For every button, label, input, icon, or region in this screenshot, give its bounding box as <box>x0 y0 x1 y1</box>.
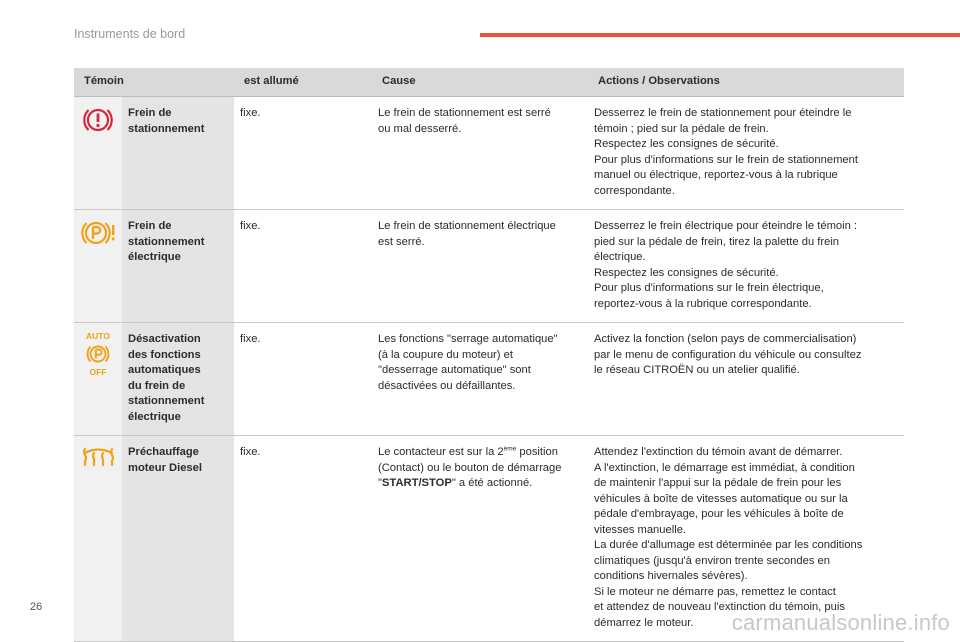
row-name: Frein de stationnement <box>122 97 234 210</box>
row-cause: Le frein de stationnement est serré ou mal desserré. <box>372 97 588 210</box>
row-state: fixe. <box>234 97 372 210</box>
auto-parking-brake-off-icon <box>81 331 115 377</box>
brake-warning-icon <box>81 105 115 135</box>
col-header-temoin: Témoin <box>74 68 234 97</box>
watermark: carmanualsonline.info <box>731 610 950 635</box>
row-actions: Desserrez le frein de stationnement pour éteindre le témoin ; pied sur la pédale de frein. Respectez les consignes de sécurité. Pour plus d'informations sur le frein de stationnement manuel ou électrique, reportez-vous à la rubrique correspondante. <box>588 97 904 210</box>
col-header-actions: Actions / Observations <box>588 68 904 97</box>
row-cause <box>372 436 588 642</box>
row-actions: Attendez l'extinction du témoin avant de démarrer. A l'extinction, le démarrage est immédiat, à condition de maintenir l'appui sur la pédale de frein pour les véhicules à boîte de vitesses automatique ou sur la pédale d'embrayage, pour les véhicules à boîte de vitesses manuelle. La durée d'allumage est déterminée par les conditions climatiques (jusqu'à environ trente secondes en conditions hivernales sévères). Si le moteur ne démarre pas, remettez le contact et attendez de nouveau l'extinction du témoin, puis démarrez le moteur. <box>588 436 904 642</box>
table-header-row <box>74 68 904 97</box>
row-name: Frein de stationnement électrique <box>122 210 234 323</box>
row-state: fixe. <box>234 436 372 642</box>
table-row <box>74 323 904 436</box>
table-row <box>74 97 904 210</box>
icon-label-off: OFF <box>89 367 107 377</box>
row-name: Désactivation des fonctions automatiques du frein de stationnement électrique <box>122 323 234 436</box>
icon-label-auto: AUTO <box>86 331 110 341</box>
row-state: fixe. <box>234 323 372 436</box>
electric-parking-brake-icon <box>78 218 118 248</box>
row-name: Préchauffage moteur Diesel <box>122 436 234 642</box>
col-header-cause: Cause <box>372 68 588 97</box>
cause-text-1: Le contacteur est sur la 2 <box>378 446 504 458</box>
row-state: fixe. <box>234 210 372 323</box>
row-actions: Activez la fonction (selon pays de commercialisation) par le menu de configuration du véhicule ou consultez le réseau CITROËN ou un atelier qualifié. <box>588 323 904 436</box>
warning-lights-table <box>74 68 904 642</box>
start-stop-label: START/STOP <box>381 477 452 489</box>
col-header-state: est allumé <box>234 68 372 97</box>
diesel-preheating-icon <box>81 444 115 470</box>
row-cause: Le frein de stationnement électrique est serré. <box>372 210 588 323</box>
table-row <box>74 210 904 323</box>
section-title: Instruments de bord <box>74 27 186 41</box>
header-accent-rule <box>480 33 960 37</box>
cause-superscript: ème <box>503 445 517 453</box>
cause-text-2: position (Contact) ou le bouton de démarrage " <box>378 446 562 489</box>
page-number: 26 <box>30 601 43 613</box>
row-actions: Desserrez le frein électrique pour éteindre le témoin : pied sur la pédale de frein, tirez la palette du frein électrique. Respectez les consignes de sécurité. Pour plus d'informations sur le frein électrique, reportez-vous à la rubrique correspondante. <box>588 210 904 323</box>
row-cause: Les fonctions "serrage automatique" (à la coupure du moteur) et "desserrage automatique" sont désactivées ou défaillantes. <box>372 323 588 436</box>
cause-text-3: " a été actionné. <box>451 477 533 489</box>
